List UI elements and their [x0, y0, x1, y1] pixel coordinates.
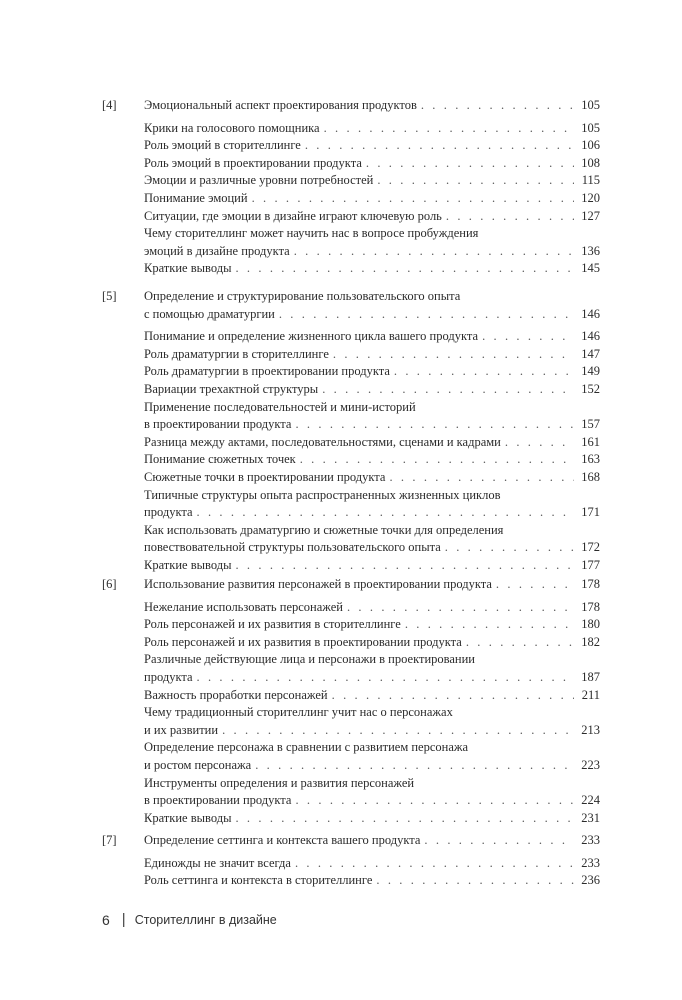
chapter-number: [4]: [102, 98, 117, 112]
page-reference: 108: [581, 155, 600, 170]
entry-line: [144, 451, 600, 469]
entry-title: Важность проработки персонажей: [144, 687, 328, 702]
dot-leader: [294, 243, 574, 261]
page-reference: 231: [581, 810, 600, 825]
toc-entry[interactable]: [144, 651, 600, 686]
entry-line: [144, 399, 600, 417]
page-reference: 149: [581, 364, 600, 379]
chapter-number: [5]: [102, 289, 117, 303]
entry-line: [144, 381, 600, 399]
toc-entry[interactable]: [144, 172, 600, 190]
entry-line: [144, 872, 600, 890]
chapter-title-entry[interactable]: [144, 288, 600, 323]
entry-title: Роль драматургии в проектировании продукта: [144, 364, 390, 379]
toc-entry[interactable]: [144, 328, 600, 346]
dot-leader: [482, 328, 574, 346]
entry-title: Использование развития персонажей в проектировании продукта: [144, 577, 492, 591]
toc-entry[interactable]: [144, 810, 600, 828]
chapter-title-entry[interactable]: [144, 97, 600, 115]
page-reference: 178: [581, 577, 600, 591]
page-reference: 145: [581, 261, 600, 276]
entry-line: [144, 739, 600, 757]
page-reference: 236: [581, 873, 600, 888]
page-reference: 105: [581, 120, 600, 135]
toc-entry[interactable]: [144, 469, 600, 487]
toc-entry[interactable]: [144, 739, 600, 774]
entry-title: Понимание эмоций: [144, 190, 248, 205]
entry-title: Различные действующие лица и персонажи в проектировании: [144, 652, 475, 667]
dot-leader: [235, 557, 574, 575]
dot-leader: [235, 260, 574, 278]
toc-entry[interactable]: [144, 120, 600, 138]
page-reference: 177: [581, 557, 600, 572]
page-reference: 120: [581, 190, 600, 205]
dot-leader: [389, 469, 574, 487]
entry-title: Роль эмоций в проектировании продукта: [144, 155, 362, 170]
chapter-entries: [144, 97, 600, 278]
page-reference: 213: [581, 722, 600, 737]
entry-title: Инструменты определения и развития персонажей: [144, 775, 415, 790]
page-reference: 182: [581, 634, 600, 649]
dot-leader: [421, 97, 574, 115]
entry-title: Ситуации, где эмоции в дизайне играют ключевую роль: [144, 208, 442, 223]
toc-entry[interactable]: [144, 346, 600, 364]
entry-line: [144, 120, 600, 138]
page-reference: 127: [581, 208, 600, 223]
toc-entry[interactable]: [144, 634, 600, 652]
page-number: 6: [102, 911, 110, 928]
page-reference: 224: [581, 793, 600, 808]
entry-title: в проектировании продукта: [144, 417, 292, 432]
toc-entry[interactable]: [144, 434, 600, 452]
entry-title: Сюжетные точки в проектировании продукта: [144, 469, 386, 484]
toc-entry[interactable]: [144, 363, 600, 381]
toc-entry[interactable]: [144, 225, 600, 260]
entry-line: [144, 328, 600, 346]
dot-leader: [295, 792, 574, 810]
dot-leader: [505, 434, 574, 452]
entry-title: с помощью драматургии: [144, 306, 275, 321]
dot-leader: [279, 306, 574, 324]
entry-title: Определение и структурирование пользовательского опыта: [144, 289, 461, 303]
dot-leader: [197, 669, 574, 687]
entry-title: Нежелание использовать персонажей: [144, 599, 343, 614]
toc-entry[interactable]: [144, 260, 600, 278]
dot-leader: [445, 539, 574, 557]
toc-entry[interactable]: [144, 704, 600, 739]
entry-line: [144, 616, 600, 634]
toc-entry[interactable]: [144, 190, 600, 208]
dot-leader: [322, 381, 574, 399]
page-reference: 233: [581, 855, 600, 870]
page-footer: [102, 911, 277, 928]
entry-line: [144, 704, 600, 722]
entry-line: [144, 792, 600, 810]
chapter-number: [6]: [102, 577, 117, 591]
footer-separator: |: [121, 911, 126, 928]
entry-line: [144, 469, 600, 487]
page-reference: 233: [581, 833, 600, 847]
entry-title: Применение последовательностей и мини-историй: [144, 399, 416, 414]
entry-line: [144, 539, 600, 557]
dot-leader: [405, 616, 574, 634]
page-reference: 178: [581, 599, 600, 614]
page-reference: 161: [581, 434, 600, 449]
dot-leader: [332, 687, 574, 705]
entry-title: Краткие выводы: [144, 810, 232, 825]
entry-title: Роль эмоций в сторителлинге: [144, 138, 301, 153]
dot-leader: [324, 120, 574, 138]
entry-line: [144, 722, 600, 740]
entry-line: [144, 599, 600, 617]
entry-line: [144, 97, 600, 115]
entry-title: Определение персонажа в сравнении с развитием персонажа: [144, 740, 469, 755]
entry-title: Чему сторителлинг может научить нас в вопросе пробуждения: [144, 226, 479, 241]
chapter-title-entry[interactable]: [144, 576, 600, 594]
dot-leader: [305, 137, 574, 155]
chapter-entries: [144, 288, 600, 575]
entry-line: [144, 434, 600, 452]
entry-title: Чему традиционный сторителлинг учит нас о персонажах: [144, 705, 453, 720]
entry-line: [144, 557, 600, 575]
dot-leader: [197, 504, 574, 522]
entry-title: Крики на голосового помощника: [144, 120, 320, 135]
entry-title: Роль персонажей и их развития в проектировании продукта: [144, 634, 462, 649]
dot-leader: [255, 757, 574, 775]
toc-entry[interactable]: [144, 399, 600, 434]
entry-title: продукта: [144, 669, 193, 684]
entry-title: Разница между актами, последовательностями, сценами и кадрами: [144, 434, 501, 449]
entry-title: Эмоциональный аспект проектирования продуктов: [144, 98, 417, 112]
page-reference: 172: [581, 540, 600, 555]
page-reference: 211: [581, 687, 600, 702]
entry-title: повествовательной структуры пользовательского опыта: [144, 540, 441, 555]
page-reference: 147: [581, 346, 600, 361]
dot-leader: [424, 832, 574, 850]
toc-entry[interactable]: [144, 616, 600, 634]
chapter-entries: [144, 832, 600, 890]
running-title: Сторителлинг в дизайне: [134, 912, 277, 927]
page-reference: 146: [581, 306, 600, 321]
entry-title: эмоций в дизайне продукта: [144, 243, 290, 258]
toc-entry[interactable]: [144, 137, 600, 155]
dot-leader: [235, 810, 574, 828]
entry-line: [144, 190, 600, 208]
entry-title: Краткие выводы: [144, 557, 232, 572]
chapter-entries: [144, 576, 600, 827]
dot-leader: [347, 599, 574, 617]
entry-title: и их развитии: [144, 722, 219, 737]
entry-line: [144, 810, 600, 828]
entry-line: [144, 260, 600, 278]
entry-line: [144, 576, 600, 594]
toc-entry[interactable]: [144, 155, 600, 173]
page-reference: 168: [581, 469, 600, 484]
dot-leader: [300, 451, 574, 469]
entry-title: Понимание сюжетных точек: [144, 452, 296, 467]
dot-leader: [394, 363, 574, 381]
toc-entry[interactable]: [144, 208, 600, 226]
page-reference: 106: [581, 138, 600, 153]
toc-entry[interactable]: [144, 381, 600, 399]
entry-title: продукта: [144, 505, 193, 520]
entry-title: Роль драматургии в сторителлинге: [144, 346, 329, 361]
entry-title: и ростом персонажа: [144, 757, 252, 772]
entry-title: Роль сеттинга и контекста в сторителлинге: [144, 873, 373, 888]
entry-title: Типичные структуры опыта распространенных жизненных циклов: [144, 487, 501, 502]
entry-line: [144, 346, 600, 364]
dot-leader: [376, 872, 574, 890]
entry-line: [144, 172, 600, 190]
page-reference: 171: [581, 505, 600, 520]
entry-title: Понимание и определение жизненного цикла вашего продукта: [144, 329, 479, 344]
page-reference: 105: [581, 98, 600, 112]
page-reference: 163: [581, 452, 600, 467]
dot-leader: [466, 634, 574, 652]
dot-leader: [252, 190, 574, 208]
page-reference: 187: [581, 669, 600, 684]
page-reference: 157: [581, 417, 600, 432]
entry-title: Вариации трехактной структуры: [144, 381, 319, 396]
entry-line: [144, 137, 600, 155]
toc-entry[interactable]: [144, 872, 600, 890]
entry-line: [144, 757, 600, 775]
entry-line: [144, 243, 600, 261]
entry-title: Эмоции и различные уровни потребностей: [144, 173, 374, 188]
entry-line: [144, 225, 600, 243]
page-reference: 152: [581, 381, 600, 396]
dot-leader: [333, 346, 574, 364]
page-reference: 115: [581, 173, 600, 188]
entry-line: [144, 832, 600, 850]
toc-entry[interactable]: [144, 855, 600, 873]
dot-leader: [295, 855, 574, 873]
entry-title: Роль персонажей и их развития в сторителлинге: [144, 617, 401, 632]
toc-entry[interactable]: [144, 775, 600, 810]
entry-line: [144, 416, 600, 434]
entry-line: [144, 155, 600, 173]
toc-entry[interactable]: [144, 451, 600, 469]
entry-line: [144, 522, 600, 540]
toc-entry[interactable]: [144, 557, 600, 575]
entry-title: в проектировании продукта: [144, 793, 292, 808]
entry-line: [144, 775, 600, 793]
chapter-number: [7]: [102, 833, 117, 847]
entry-line: [144, 634, 600, 652]
toc-entry[interactable]: [144, 687, 600, 705]
dot-leader: [366, 155, 574, 173]
page-reference: 136: [581, 243, 600, 258]
dot-leader: [222, 722, 574, 740]
toc-entry[interactable]: [144, 599, 600, 617]
toc-entry[interactable]: [144, 522, 600, 557]
entry-title: Единожды не значит всегда: [144, 855, 291, 870]
entry-title: Краткие выводы: [144, 261, 232, 276]
entry-line: [144, 855, 600, 873]
dot-leader: [496, 576, 574, 594]
entry-title: Определение сеттинга и контекста вашего продукта: [144, 833, 421, 847]
entry-line: [144, 687, 600, 705]
entry-line: [144, 487, 600, 505]
toc-entry[interactable]: [144, 487, 600, 522]
entry-title: Как использовать драматургию и сюжетные точки для определения: [144, 522, 504, 537]
entry-line: [144, 504, 600, 522]
entry-line: [144, 651, 600, 669]
entry-line: [144, 288, 600, 306]
chapter-title-entry[interactable]: [144, 832, 600, 850]
dot-leader: [446, 208, 574, 226]
dot-leader: [295, 416, 574, 434]
entry-line: [144, 208, 600, 226]
page-reference: 223: [581, 757, 600, 772]
page-reference: 146: [581, 329, 600, 344]
entry-line: [144, 669, 600, 687]
entry-line: [144, 363, 600, 381]
page-reference: 180: [581, 617, 600, 632]
dot-leader: [377, 172, 574, 190]
entry-line: [144, 306, 600, 324]
